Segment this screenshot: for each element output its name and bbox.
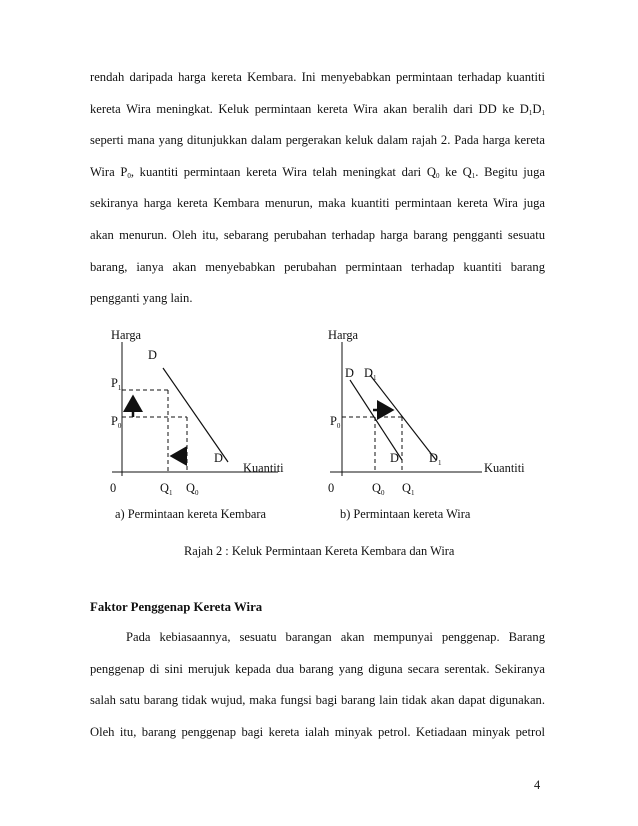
chart-wira xyxy=(328,328,525,497)
demand-label-bottom: D xyxy=(214,451,223,465)
demand-curve xyxy=(163,368,228,462)
q0-label: $Q_0$ xyxy=(186,481,199,497)
paragraph-substitute xyxy=(90,62,545,315)
paragraph-line: pengganti yang lain. xyxy=(90,291,193,306)
section-heading: Faktor Penggenap Kereta Wira xyxy=(90,600,263,614)
chart-b-caption: b) Permintaan kereta Wira xyxy=(340,507,471,521)
paragraph-line: Pada kebiasaannya, sesuatu barangan akan mempunyai penggenap. Barang xyxy=(126,630,545,644)
chart-kembara xyxy=(110,328,284,497)
p0-label: $P_0$ xyxy=(111,414,122,430)
paragraph-line: rendah daripada harga kereta Kembara. Ini menyebabkan permintaan terhadap kuantiti xyxy=(90,70,545,84)
demand-label-top: D xyxy=(148,348,157,362)
demand-label-d-top: D xyxy=(345,366,354,380)
q1-label: $Q_1$ xyxy=(402,481,415,497)
q1-label: $Q_1$ xyxy=(160,481,173,497)
origin-label: 0 xyxy=(110,481,117,495)
paragraph-line: Oleh itu, barang penggenap bagi kereta ialah minyak petrol. Ketiadaan minyak petrol xyxy=(90,724,545,739)
origin-label: 0 xyxy=(328,481,335,495)
q0-label: $Q_0$ xyxy=(372,481,385,497)
chart-a-caption: a) Permintaan kereta Kembara xyxy=(115,507,267,521)
paragraph-line: Wira $P_0$, kuantiti permintaan kereta Wira telah meningkat dari $Q_0$ ke $Q_1$. Begitu juga xyxy=(90,164,545,180)
paragraph-line: penggenap di sini merujuk kepada dua barang yang diguna secara serentak. Sekiranya xyxy=(90,661,545,676)
figure-caption: Rajah 2 : Keluk Permintaan Kereta Kembara dan Wira xyxy=(184,544,455,558)
paragraph-line: akan menurun. Oleh itu, sebarang perubahan terhadap harga barang pengganti sesuatu xyxy=(90,227,545,242)
demand-figure xyxy=(0,320,638,530)
y-axis-label: Harga xyxy=(328,328,359,342)
demand-label-d-bottom: D xyxy=(390,451,399,465)
paragraph-line: salah satu barang tidak wujud, maka fungsi bagi barang lain tidak akan dapat digunakan. xyxy=(90,693,545,708)
x-axis-label: Kuantiti xyxy=(243,461,284,475)
demand-label-d1-bottom: $D_1$ xyxy=(429,451,442,467)
paragraph-line: sekiranya harga kereta Kembara menurun, maka kuantiti permintaan kereta Wira juga xyxy=(90,196,545,211)
paragraph-complement xyxy=(90,622,545,748)
x-axis-label: Kuantiti xyxy=(484,461,525,475)
paragraph-line: seperti mana yang ditunjukkan dalam pergerakan keluk dalam rajah 2. Pada harga kereta xyxy=(90,133,545,148)
page-number: 4 xyxy=(534,778,541,792)
p1-label: $P_1$ xyxy=(111,376,122,392)
paragraph-line: barang, ianya akan menyebabkan perubahan permintaan terhadap kuantiti barang xyxy=(90,259,545,274)
paragraph-line: kereta Wira meningkat. Keluk permintaan kereta Wira akan beralih dari DD ke $D_1D_1$ xyxy=(90,101,545,117)
p0-label: $P_0$ xyxy=(330,414,341,430)
y-axis-label: Harga xyxy=(111,328,142,342)
demand-label-d1-top: $D_1$ xyxy=(364,366,377,382)
demand-curve-d xyxy=(350,380,402,460)
